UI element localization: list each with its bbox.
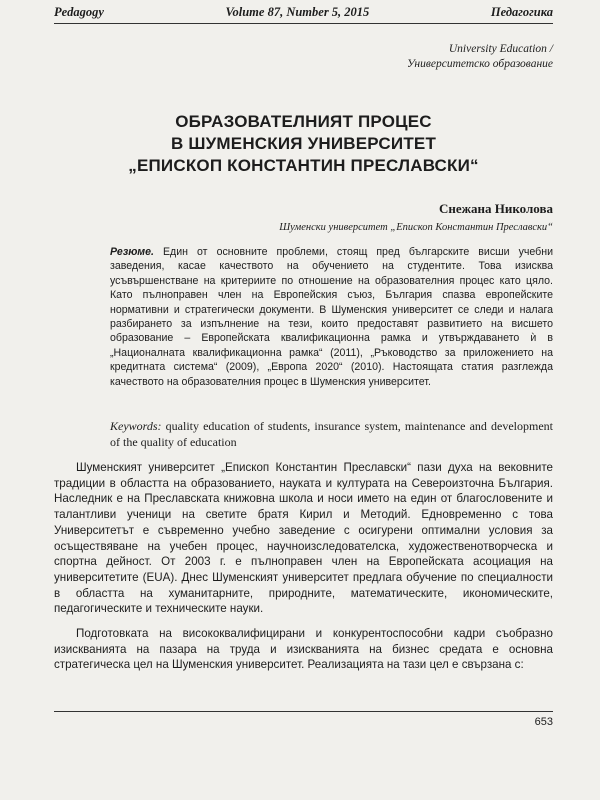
author-affiliation: Шуменски университет „Епископ Константин Преславски“ xyxy=(279,222,553,233)
body-paragraph-1: Шуменският университет „Епископ Константин Преславски“ пази духа на вековните традиции в областта на образованието, науката и културата на Североизточна България. Наследник е на Преславската книжовна школа и носи името на един от благословените и талантливи ученици на светите братя Кирил и Методий. Едновременно с това Университетът е съвременно учебно заведение с осигурени оптимални условия за осъществяване на учебен процес, научноизследователска, художественотворческа и спортна дейност. От 2003 г. е пълноправен член на Европейската асоциация на университетите (EUA). Днес Шуменският университет предлага обучение по специалности в областта на хуманитарните, природните, математическите, икономическите, педагогическите и техническите науки. xyxy=(54,461,553,616)
title-line-1: ОБРАЗОВАТЕЛНИЯТ ПРОЦЕС xyxy=(175,112,432,131)
body-text xyxy=(54,460,553,682)
keywords-label: Keywords: xyxy=(110,419,162,433)
author-name: Снежана Николова xyxy=(438,201,553,216)
section-label xyxy=(407,42,553,72)
running-header xyxy=(54,5,553,24)
abstract-label: Резюме. xyxy=(110,246,154,258)
footer-rule xyxy=(54,711,553,712)
abstract xyxy=(110,245,553,389)
keywords-text: quality education of students, insurance system, maintenance and development of the quality of education xyxy=(110,419,554,449)
section-label-bg: Университетско образование xyxy=(406,58,553,70)
journal-name-bg: Педагогика xyxy=(490,5,553,19)
page-number: 653 xyxy=(534,716,553,728)
title-line-2: В ШУМЕНСКИЯ УНИВЕРСИТЕТ xyxy=(170,134,437,153)
abstract-text: Един от основните проблеми, стоящ пред българските висши учебни заведения, касае качеството на обучението на студентите. Това изисква усъвършенстване на критериите по отношение на образователния процес като цяло. Като пълноправен член на Европейския съюз, България спазва европейските нормативни и стратегически документи. В Шуменския университет се следи и налага разбирането за изпълнение на тези, които предоставят развитието на висшето образование – Европейската квалификационна рамка и утвърждаването ѝ в „Националната квалификационна рамка“ (2011), „Ръководство за приложението на кредитната система“ (2009), „Европа 2020“ (2010). Настоящата статия разглежда качеството на образователния процес в Шуменския университет. xyxy=(110,246,553,388)
section-label-en: University Education / xyxy=(448,43,553,55)
article-title xyxy=(54,111,553,177)
volume-info: Volume 87, Number 5, 2015 xyxy=(225,5,370,19)
keywords xyxy=(110,418,553,450)
journal-name: Pedagogy xyxy=(54,5,104,19)
title-line-3: „ЕПИСКОП КОНСТАНТИН ПРЕСЛАВСКИ“ xyxy=(128,156,479,175)
body-paragraph-2: Подготовката на висококвалифицирани и конкурентоспособни кадри съобразно изискванията на пазара на труда и изискванията на бизнес средата е основна стратегическа цел на Шуменския университет. Реализацията на тази цел е свързана с: xyxy=(54,627,553,672)
